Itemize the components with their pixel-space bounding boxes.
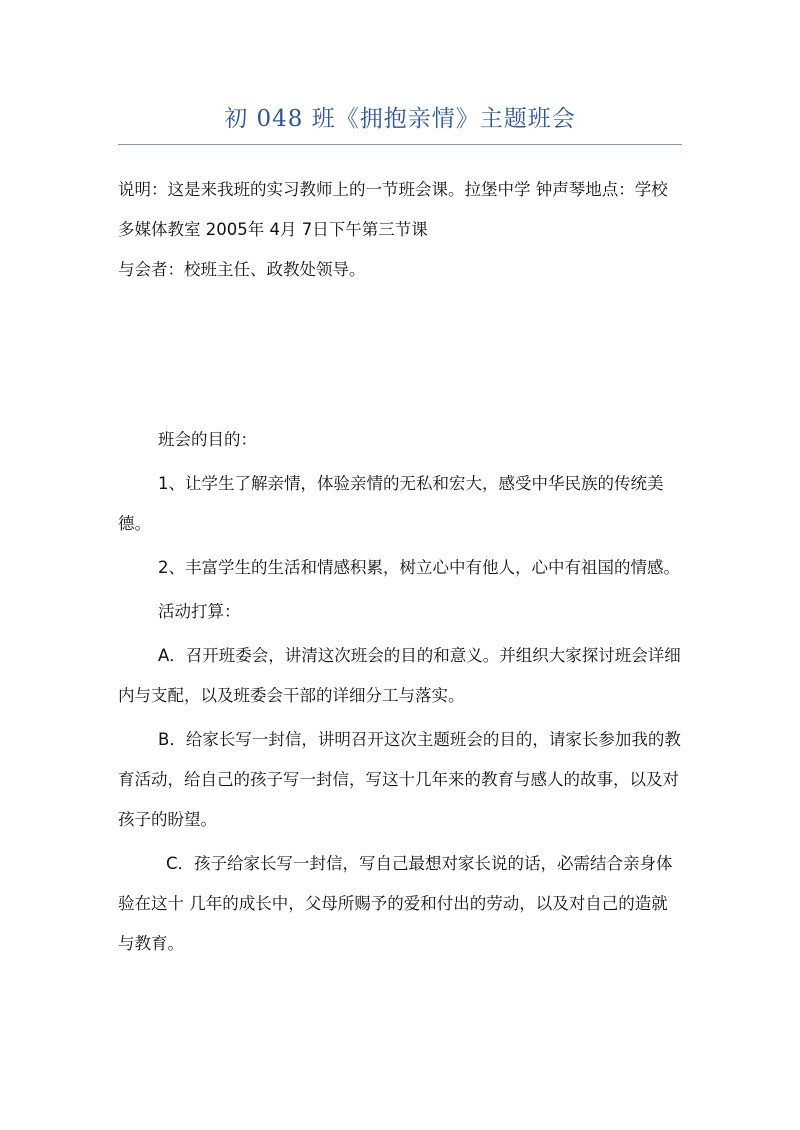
purpose-item-2: 2、丰富学生的生活和情感积累，树立心中有他人，心中有祖国的情感。 bbox=[158, 558, 680, 577]
main-section bbox=[118, 420, 682, 964]
intro-section bbox=[118, 170, 682, 290]
plan-item-a: A．召开班委会，讲清这次班会的目的和意义。并组织大家探讨班会详细内与支配，以及班委会干部的详细分工与落实。 bbox=[118, 646, 681, 705]
purpose-heading: 班会的目的： bbox=[158, 430, 257, 449]
page-title: 初 048 班《拥抱亲情》主题班会 bbox=[224, 106, 576, 132]
title-underline bbox=[118, 144, 682, 145]
intro-description: 说明：这是来我班的实习教师上的一节班会课。拉堡中学 钟声琴地点：学校多媒体教室 2005年 4月 7日下午第三节课 bbox=[118, 180, 668, 239]
plan-heading: 活动打算： bbox=[158, 602, 241, 621]
plan-item-c: C．孩子给家长写一封信，写自己最想对家长说的话，必需结合亲身体验在这十 几年的成长中，父母所赐予的爱和付出的劳动，以及对自己的造就与教育。 bbox=[118, 854, 673, 953]
plan-item-b: B．给家长写一封信，讲明召开这次主题班会的目的，请家长参加我的教育活动，给自己的孩子写一封信，写这十几年来的教育与感人的故事，以及对孩子的盼望。 bbox=[118, 730, 681, 829]
purpose-item-1: 1、让学生了解亲情，体验亲情的无私和宏大，感受中华民族的传统美德。 bbox=[118, 474, 664, 533]
intro-attendees: 与会者：校班主任、政教处领导。 bbox=[118, 260, 366, 279]
